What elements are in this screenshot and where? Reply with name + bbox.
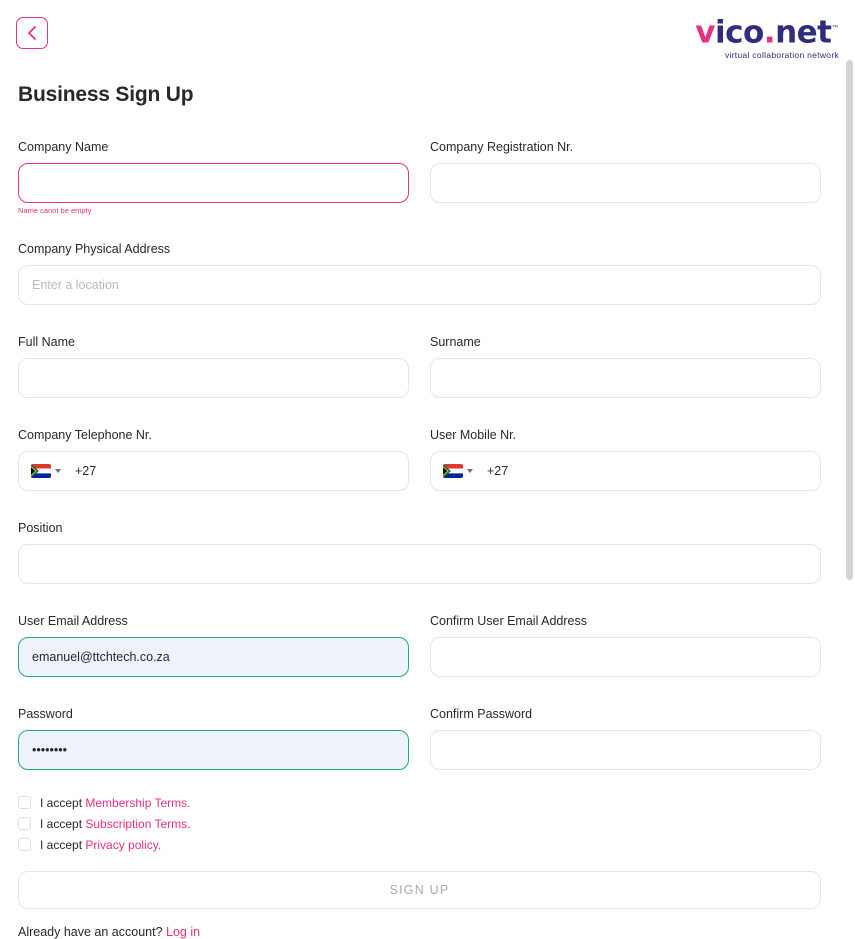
login-link[interactable]: Log in [166,925,201,939]
full-name-input[interactable] [18,358,409,398]
logo-wordmark [677,12,839,49]
confirm-password-input[interactable] [430,730,821,770]
surname-label: Surname [430,335,481,349]
company-name-label: Company Name [18,140,109,154]
field-confirm-password [430,707,821,779]
login-prompt-text: Already have an account? [18,925,167,939]
back-button[interactable] [16,17,48,49]
signup-button[interactable]: SIGN UP [18,871,821,909]
subscription-consent-prefix: I accept [40,816,86,831]
field-password [18,707,409,779]
flag-za-icon [31,464,51,478]
user-mobile-dial-code: +27 [487,464,509,478]
form-row [18,707,822,779]
form-row [18,521,822,593]
field-user-email [18,614,409,686]
surname-input[interactable] [430,358,821,398]
membership-consent-prefix: I accept [40,795,86,810]
form-row [18,614,822,686]
company-registration-label: Company Registration Nr. [430,140,574,154]
full-name-label: Full Name [18,335,75,349]
privacy-consent-prefix: I accept [40,837,86,852]
chevron-left-icon [26,25,39,41]
company-name-input[interactable] [18,163,409,203]
user-mobile-label: User Mobile Nr. [430,428,517,442]
logo-net: net [775,14,832,51]
company-registration-input[interactable] [430,163,821,203]
field-company-address [18,242,821,314]
position-input[interactable] [18,544,821,584]
logo-ico: ico [714,14,764,51]
user-email-input[interactable] [18,637,409,677]
field-surname [430,335,821,407]
confirm-email-label: Confirm User Email Address [430,614,587,628]
field-full-name [18,335,409,407]
subscription-terms-link[interactable]: Subscription Terms. [85,816,191,831]
page-title: Business Sign Up [18,83,194,106]
password-input[interactable] [18,730,409,770]
membership-terms-checkbox[interactable] [18,796,31,809]
logo-trademark: ™ [831,24,839,33]
consent-row-subscription [18,813,822,834]
password-label: Password [18,707,73,721]
field-company-name [18,140,409,224]
field-confirm-email [430,614,821,686]
brand-logo [677,12,839,60]
position-label: Position [18,521,63,535]
company-telephone-input[interactable] [18,451,409,491]
company-address-input[interactable] [18,265,821,305]
field-company-registration [430,140,821,224]
subscription-terms-checkbox[interactable] [18,817,31,830]
flag-za-icon [443,464,463,478]
form-row [18,335,822,407]
logo-v: v [695,14,715,51]
logo-dot: . [763,14,776,51]
confirm-password-label: Confirm Password [430,707,533,721]
form-row [18,242,822,314]
privacy-policy-checkbox[interactable] [18,838,31,851]
chevron-down-icon[interactable] [55,469,61,473]
confirm-email-input[interactable] [430,637,821,677]
privacy-policy-link[interactable]: Privacy policy. [85,837,162,852]
logo-tagline: virtual collaboration network [724,50,839,61]
chevron-down-icon[interactable] [467,469,473,473]
form-row [18,428,822,500]
form-row [18,140,822,224]
company-address-label: Company Physical Address [18,242,171,256]
user-mobile-input[interactable] [430,451,821,491]
user-email-label: User Email Address [18,614,128,628]
company-telephone-label: Company Telephone Nr. [18,428,152,442]
company-telephone-dial-code: +27 [75,464,97,478]
consent-list [18,792,822,855]
consent-row-privacy [18,834,822,855]
field-user-mobile [430,428,821,500]
field-company-telephone [18,428,409,500]
scrollbar-thumb[interactable] [846,60,853,580]
membership-terms-link[interactable]: Membership Terms. [85,795,191,810]
signup-form [18,140,822,939]
vertical-scrollbar[interactable] [843,0,855,905]
login-prompt [18,925,822,939]
consent-row-membership [18,792,822,813]
company-name-error: Name canot be empty [18,206,92,215]
field-position [18,521,821,593]
